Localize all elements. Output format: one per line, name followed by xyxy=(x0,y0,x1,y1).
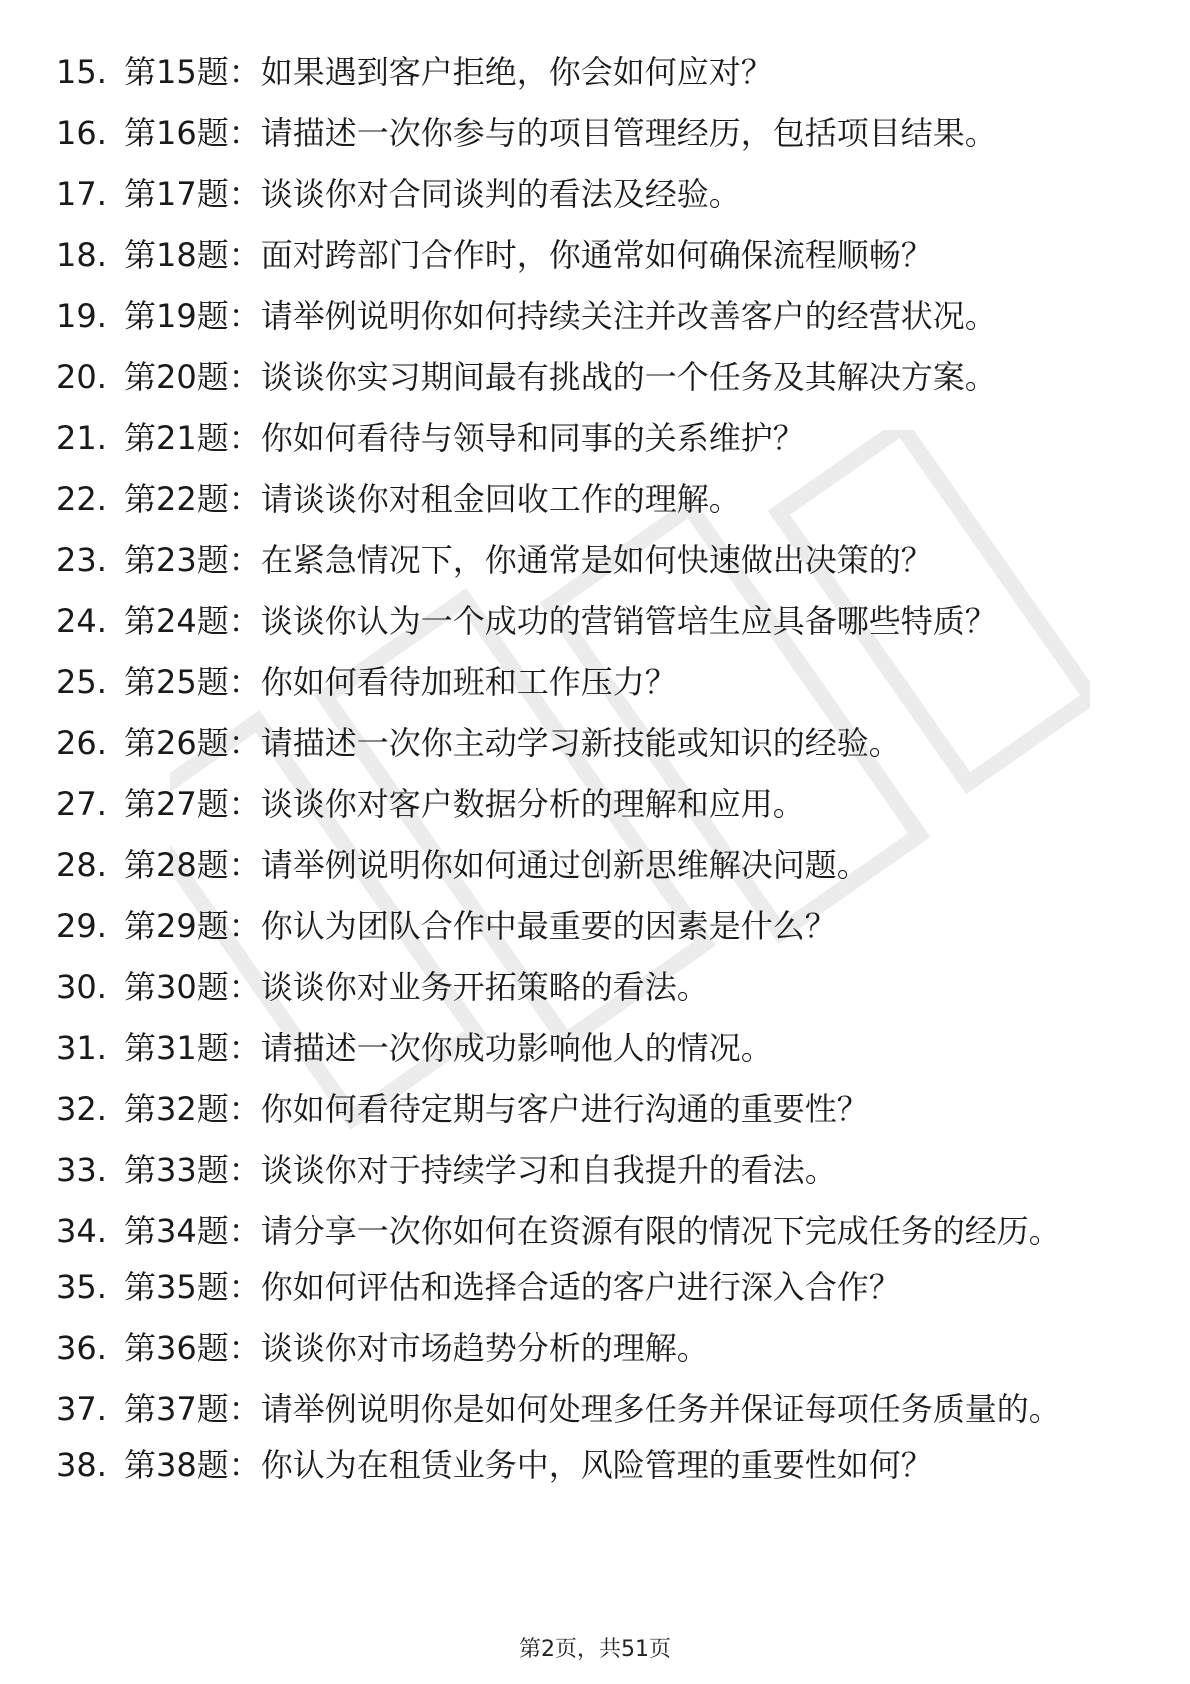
question-text: 如果遇到客户拒绝，你会如何应对？ xyxy=(260,53,773,91)
question-body xyxy=(124,296,1092,336)
question-number: 23. xyxy=(56,541,107,579)
question-text: 谈谈你对业务开拓策略的看法。 xyxy=(260,968,709,1006)
question-text: 你如何看待定期与客户进行沟通的重要性？ xyxy=(260,1090,869,1128)
question-label: 第30题： xyxy=(124,968,261,1006)
question-item xyxy=(56,479,1136,519)
question-text: 你认为团队合作中最重要的因素是什么？ xyxy=(260,907,837,945)
question-label: 第31题： xyxy=(124,1029,261,1067)
question-label: 第26题： xyxy=(124,724,261,762)
question-body xyxy=(124,174,1092,214)
question-number: 35. xyxy=(56,1268,107,1306)
question-number: 37. xyxy=(56,1390,107,1428)
question-item xyxy=(56,235,1136,275)
question-text: 请举例说明你如何通过创新思维解决问题。 xyxy=(260,846,869,884)
question-number: 28. xyxy=(56,846,107,884)
question-text: 请描述一次你成功影响他人的情况。 xyxy=(260,1029,773,1067)
question-text: 请举例说明你是如何处理多任务并保证每项任务质量的。 xyxy=(260,1390,1061,1428)
question-text: 谈谈你对合同谈判的看法及经验。 xyxy=(260,175,741,213)
question-label: 第27题： xyxy=(124,785,261,823)
question-number: 33. xyxy=(56,1151,107,1189)
question-item xyxy=(56,540,1136,580)
question-number: 16. xyxy=(56,114,107,152)
question-label: 第25题： xyxy=(124,663,261,701)
question-text: 面对跨部门合作时，你通常如何确保流程顺畅？ xyxy=(260,236,933,274)
question-body xyxy=(124,845,1092,885)
question-label: 第24题： xyxy=(124,602,261,640)
question-item xyxy=(56,1150,1136,1190)
question-item xyxy=(56,52,1136,92)
question-item xyxy=(56,1328,1136,1368)
question-item xyxy=(56,723,1136,763)
question-body xyxy=(124,1150,1092,1190)
question-label: 第37题： xyxy=(124,1390,261,1428)
question-body xyxy=(124,967,1092,1007)
question-number: 36. xyxy=(56,1329,107,1367)
question-label: 第34题： xyxy=(124,1212,261,1250)
question-number: 24. xyxy=(56,602,107,640)
question-body xyxy=(124,784,1092,824)
question-text: 你如何评估和选择合适的客户进行深入合作？ xyxy=(260,1268,901,1306)
question-number: 22. xyxy=(56,480,107,518)
question-label: 第28题： xyxy=(124,846,261,884)
question-label: 第22题： xyxy=(124,480,261,518)
question-body xyxy=(124,479,1092,519)
question-text: 谈谈你认为一个成功的营销管培生应具备哪些特质？ xyxy=(260,602,997,640)
page-footer: 第2页，共51页 xyxy=(519,1637,671,1662)
question-number: 20. xyxy=(56,358,107,396)
question-item xyxy=(56,174,1136,214)
question-text: 请举例说明你如何持续关注并改善客户的经营状况。 xyxy=(260,297,997,335)
question-text: 请描述一次你参与的项目管理经历，包括项目结果。 xyxy=(260,114,997,152)
question-number: 19. xyxy=(56,297,107,335)
question-text: 你认为在租赁业务中，风险管理的重要性如何？ xyxy=(260,1446,933,1484)
question-item xyxy=(56,1211,1136,1251)
question-item xyxy=(56,662,1136,702)
question-body xyxy=(124,235,1092,275)
question-text: 请描述一次你主动学习新技能或知识的经验。 xyxy=(260,724,901,762)
question-item xyxy=(56,1267,1136,1307)
question-label: 第29题： xyxy=(124,907,261,945)
question-text: 谈谈你对于持续学习和自我提升的看法。 xyxy=(260,1151,837,1189)
question-item xyxy=(56,296,1136,336)
question-item xyxy=(56,357,1136,397)
question-number: 38. xyxy=(56,1446,107,1484)
question-item xyxy=(56,967,1136,1007)
question-text: 请分享一次你如何在资源有限的情况下完成任务的经历。 xyxy=(260,1212,1061,1250)
question-number: 25. xyxy=(56,663,107,701)
question-number: 17. xyxy=(56,175,107,213)
question-item xyxy=(56,601,1136,641)
question-label: 第38题： xyxy=(124,1446,261,1484)
question-label: 第35题： xyxy=(124,1268,261,1306)
question-label: 第20题： xyxy=(124,358,261,396)
question-number: 34. xyxy=(56,1212,107,1250)
question-text: 在紧急情况下，你通常是如何快速做出决策的？ xyxy=(260,541,933,579)
question-text: 谈谈你对市场趋势分析的理解。 xyxy=(260,1329,709,1367)
question-text: 你如何看待与领导和同事的关系维护？ xyxy=(260,419,805,457)
question-number: 26. xyxy=(56,724,107,762)
question-text: 谈谈你对客户数据分析的理解和应用。 xyxy=(260,785,805,823)
question-number: 18. xyxy=(56,236,107,274)
question-body xyxy=(124,601,1092,641)
question-text: 谈谈你实习期间最有挑战的一个任务及其解决方案。 xyxy=(260,358,997,396)
question-item xyxy=(56,906,1136,946)
question-item xyxy=(56,418,1136,458)
question-label: 第23题： xyxy=(124,541,261,579)
question-body xyxy=(124,723,1092,763)
question-label: 第16题： xyxy=(124,114,261,152)
question-body xyxy=(124,1267,1092,1307)
question-body xyxy=(124,662,1092,702)
question-body xyxy=(124,1445,1092,1485)
question-item xyxy=(56,113,1136,153)
question-number: 32. xyxy=(56,1090,107,1128)
question-number: 31. xyxy=(56,1029,107,1067)
question-label: 第17题： xyxy=(124,175,261,213)
question-label: 第36题： xyxy=(124,1329,261,1367)
question-body xyxy=(124,357,1092,397)
question-body xyxy=(124,906,1092,946)
question-item xyxy=(56,1445,1136,1485)
question-body xyxy=(124,1328,1092,1368)
question-item xyxy=(56,784,1136,824)
question-label: 第33题： xyxy=(124,1151,261,1189)
question-label: 第18题： xyxy=(124,236,261,274)
question-body xyxy=(124,1089,1092,1129)
question-body xyxy=(124,1389,1092,1429)
question-body xyxy=(124,418,1092,458)
question-body xyxy=(124,52,1092,92)
question-number: 27. xyxy=(56,785,107,823)
question-item xyxy=(56,1389,1136,1429)
question-number: 15. xyxy=(56,53,107,91)
question-text: 你如何看待加班和工作压力？ xyxy=(260,663,677,701)
question-item xyxy=(56,1028,1136,1068)
question-item xyxy=(56,845,1136,885)
question-body xyxy=(124,113,1092,153)
question-number: 29. xyxy=(56,907,107,945)
question-body xyxy=(124,1028,1092,1068)
question-item xyxy=(56,1089,1136,1129)
question-number: 21. xyxy=(56,419,107,457)
question-label: 第15题： xyxy=(124,53,261,91)
question-label: 第32题： xyxy=(124,1090,261,1128)
question-label: 第19题： xyxy=(124,297,261,335)
question-number: 30. xyxy=(56,968,107,1006)
question-text: 请谈谈你对租金回收工作的理解。 xyxy=(260,480,741,518)
question-body xyxy=(124,1211,1092,1251)
question-label: 第21题： xyxy=(124,419,261,457)
question-list xyxy=(56,52,1136,1506)
question-body xyxy=(124,540,1092,580)
